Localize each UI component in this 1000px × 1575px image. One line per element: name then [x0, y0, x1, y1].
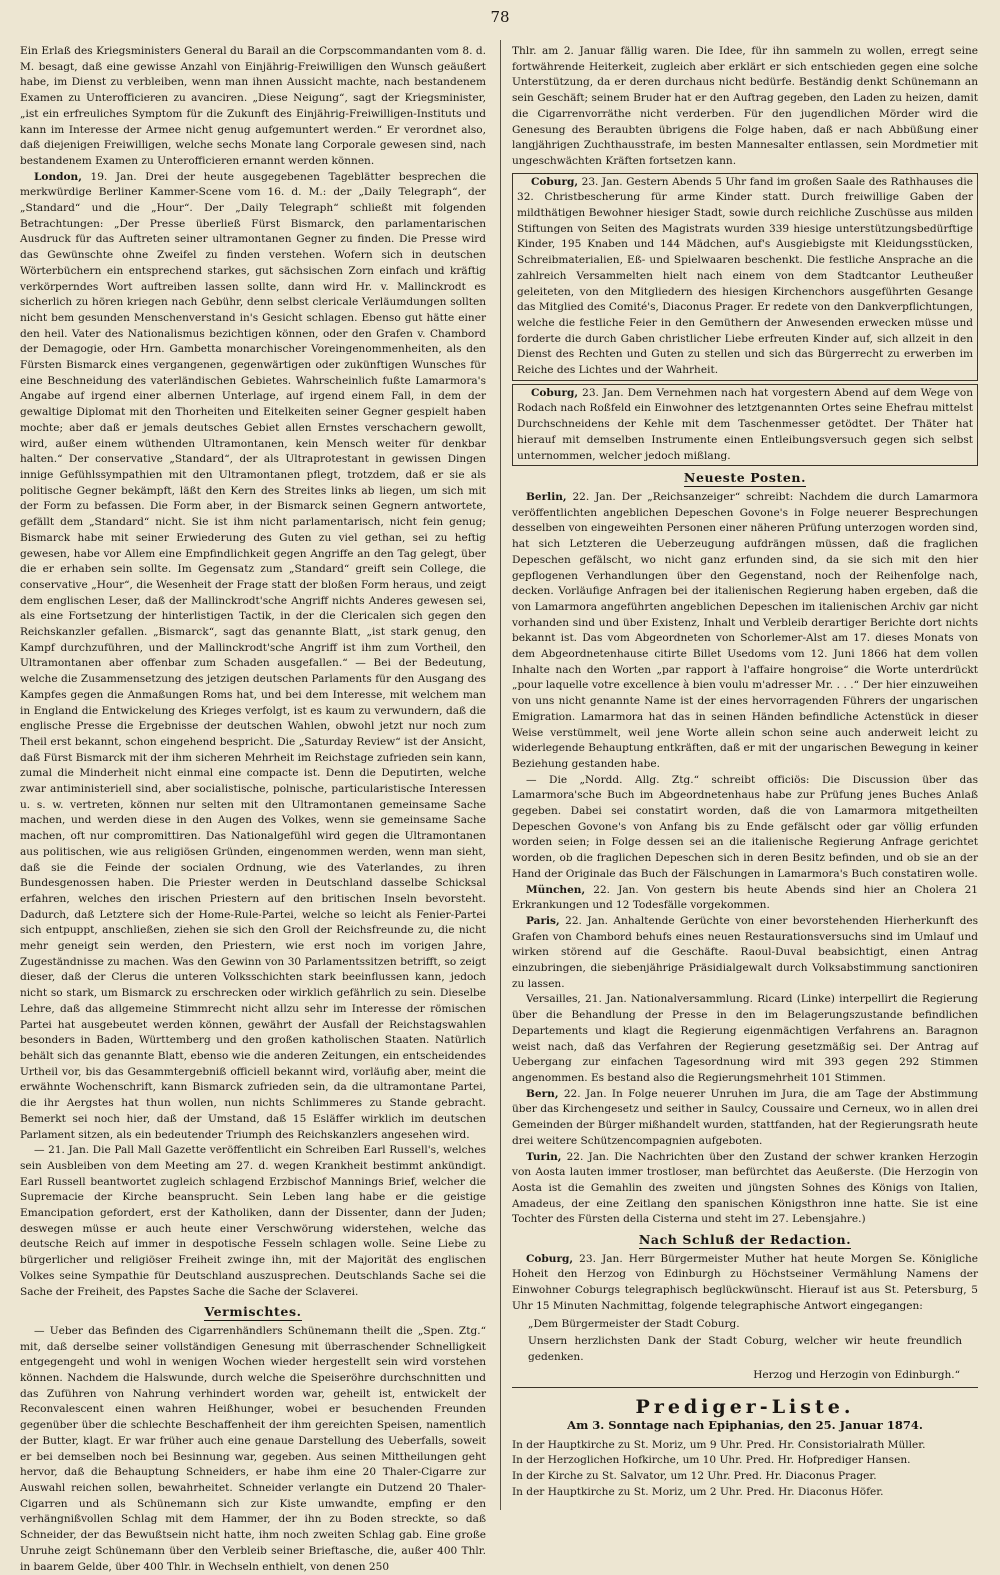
column-divider [500, 40, 501, 1510]
telegram-body: Unsern herzlichsten Dank der Stadt Coburg, welcher wir heute freundlich gedenken. [528, 1335, 962, 1363]
page-number: 78 [490, 8, 510, 26]
article-coburg-box-2 [512, 384, 978, 467]
dateline-city: Turin, [526, 1150, 562, 1163]
section-heading-redaction: Nach Schluß der Redaction. [638, 1232, 852, 1248]
preacher-list-item: In der Kirche zu St. Salvator, um 12 Uhr. Pred. Hr. Diaconus Prager. [512, 1470, 877, 1483]
right-column [512, 44, 978, 1506]
preacher-list-item: In der Herzoglichen Hofkirche, um 10 Uhr. Pred. Hr. Hofprediger Hansen. [512, 1454, 911, 1467]
divider [512, 1387, 978, 1388]
section-heading-news: Neueste Posten. [683, 470, 807, 486]
dateline-city: Paris, [526, 914, 560, 927]
preacher-list-title: Prediger-Liste. [635, 1396, 855, 1419]
article-text: 22. Jan. Von gestern bis heute Abends sind hier an Cholera 21 Erkrankungen und 12 Todesfälle vorgekommen. [512, 883, 978, 912]
article-schuenemann-cont: Thlr. am 2. Januar fällig waren. Die Idee, für ihn sammeln zu wollen, erregt seine fortwährende Heiterkeit, zugleich aber erklärt er sich entschieden gegen eine solche Unterstützung, da er deren durchaus nicht bedürfe. Beständig denkt Schünemann an sein Geschäft; seinem Bruder hat er den Auftrag gegeben, den Laden zu heizen, damit die Cigarrenvorräthe nicht verderben. Für den jugendlichen Mörder wird die Genesung des Beraubten übrigens die Folge haben, daß er nach Abbüßung einer langjährigen Zuchthausstrafe, im besten Mannesalter entlassen, sein Mordmetier mit ungeschwächten Kräften fortsetzen kann. [512, 45, 978, 167]
article-munich [512, 883, 978, 914]
article-coburg-box [512, 173, 978, 381]
article-text: 22. Jan. In Folge neuerer Unruhen im Jura, die am Tage der Abstimmung über das Kirchengesetz und seither in Saulcy, Coussaire und Cerneux, wo in allen drei Gemeinden der Bürger mißhandelt wurden, stattfanden, hat der Regierungsrath heute drei weitere Schützencompagnien aufgeboten. [512, 1087, 979, 1147]
article-berlin-2: — Die „Nordd. Allg. Ztg.“ schreibt officiös: Die Discussion über das Lamarmora'sche Buch im Abgeordnetenhaus habe zur Prüfung jenes Buches Anlaß gegeben. Dabei sei constatirt worden, daß die von Lamarmora mitgetheilten Depeschen Govone's von Anfang bis zu Ende gefälscht oder gar völlig erfunden worden seien; in Folge dessen sei an die italienische Regierung Anfrage gerichtet worden, ob die fraglichen Depeschen sich in deren Besitz befinden, und ob sie an der Hand der Originale das Buch der Fälschungen in Lamarmora's Buch constatiren wolle. [512, 773, 978, 880]
article-text: 22. Jan. Anhaltende Gerüchte von einer bevorstehenden Hierherkunft des Grafen von Chambord behufs eines neuen Restaurationsversuchs sind im Umlauf und wirken störend auf die Geschäfte. Raoul-Duval beabsichtigt, einen Antrag einzubringen, die siebenjährige Präsidialgewalt durch Volksabstimmung sanctioniren zu lassen. [512, 914, 978, 990]
article-war-minister: Ein Erlaß des Kriegsministers General du Barail an die Corpscommandanten vom 8. d. M. besagt, daß eine gewisse Anzahl von Einjährig-Freiwilligen den Wunsch geäußert habe, im Dienst zu verbleiben, wenn man ihnen Aussicht machte, nach bestandenem Examen zu Unterofficieren zu avanciren. „Diese Neigung“, sagt der Kriegsminister, „ist ein erfreuliches Symptom für die Zukunft des Einjährig-Freiwilligen-Instituts und kann im Interesse der Armee nicht genug aufgemuntert werden.“ Er verordnet also, daß diejenigen Freiwilligen, welche sechs Monate lang Corporale gewesen sind, nach bestandenem Examen zu Unterofficieren ernannt werden können. [20, 45, 486, 167]
preacher-list-subtitle: Am 3. Sonntage nach Epiphanias, den 25. Januar 1874. [567, 1418, 923, 1433]
left-column [20, 44, 486, 1573]
article-text: 19. Jan. Drei der heute ausgegebenen Tageblätter besprechen die merkwürdige Berliner Kammer-Scene vom 16. d. M.: der „Daily Telegraph“, der „Standard“ und die „Hour“. Der „Daily Telegraph“ schließt mit folgenden Betrachtungen: „Der Presse überließ Fürst Bismarck, den parlamentarischen Ausdruck für das Auftreten seiner ultramontanen Gegner zu finden. Die Presse wird das Gewünschte ohne Zweifel zu finden verstehen. Wofern sich in deutschen Wörterbüchern ein entsprechend starkes, gut sächsischen Zorn einfach und kräftig verkörperndes Wort auftreiben lassen sollte, dann wird Hr. v. Mallinckrodt es sicherlich zu hören kriegen nach Gebühr, denn selbst clericale Verläumdungen sollten nicht bem gesunden Menschenverstand in's Gesicht schlagen. Ebenso gut hätte einer den heil. Vater des Nationalismus bezichtigen können, oder den Grafen v. Chambord der Demagogie, oder Hrn. Gambetta monarchischer Voreingenommenheiten, als den Fürsten Bismarck eines vergangenen, gegenwärtigen oder zukünftigen Wunsches für eine Beschneidung des vaterländischen Gebietes. Wahrscheinlich fußte Lamarmora's Angabe auf irgend einer albernen Unterlage, auf irgend einem Fall, in dem der gewaltige Diplomat mit den Thorheiten und Eitelkeiten seiner Gegner gespielt haben mochte; aber daß er jemals deutsches Gebiet allen Ernstes verschachern gewollt, wird, außer einem wüthenden Ultramontanen, kein Mensch weiter für denkbar halten.“ Der conservative „Standard“, der als Ultraprotestant in gewissen Dingen innige Gefühlssympathien mit den Ultramontanen pflegt, trotzdem, daß er sie als politische Gegner bekämpft, läßt den Kern des Streites links ab liegen, um sich mit der Form zu befassen. Die Form aber, in der Bismarck seinen Gegnern antwortete, gefällt dem „Standard“ nicht. Sie ist ihm nicht parlamentarisch, nicht fein genug; Bismarck habe mit seiner Erwiederung des Guten zu viel gethan, sei zu heftig gewesen, habe vor Allem eine Empfindlichkeit gegen Angriffe an den Tag gelegt, über die er erhaben sein sollte. Im Gegensatz zum „Standard“ greift sein College, die conservative „Hour“, die Wesenheit der Frage statt der bloßen Form heraus, und zeigt dem englischen Leser, daß der Mallinckrodt'sche Angriff nichts Anderes gewesen sei, als eine Fortsetzung der hinterlistigen Tactik, in der die Clericalen sich gegen den Reichskanzler gefallen. „Bismarck“, sagt das genannte Blatt, „ist stark genug, den Kampf durchzuführen, und der Mallinckrodt'sche Angriff ist ihm zum Vortheil, den Ultramontanen aber offenbar zum Schaden ausgefallen.“ — Bei der Bedeutung, welche die Zusammensetzung des jetzigen deutschen Parlaments für den Ausgang des Kampfes gegen die Anmaßungen Roms hat, und bei dem Interesse, mit welchem man in England die Entwickelung des Krieges verfolgt, ist es kaum zu verwundern, daß die englische Presse die Ergebnisse der deutschen Wahlen, obwohl jetzt nur noch zum Theil erst bekannt, schon eingehend bespricht. Die „Saturday Review“ ist der Ansicht, daß Fürst Bismarck mit der ihm sicheren Mehrheit im Reichstage zufrieden sein kann, zumal die Minderheit nicht einmal eine compacte ist. Denn die Deputirten, welche zwar antiministeriell sind, aber socialistische, polnische, particularistische Interessen u. s. w. vertreten, können nur selten mit den Ultramontanen gemeinsame Sache machen, und werden diese in den Augen des Volkes, wenn sie gemeinsame Sache machen, oft nur compromittiren. Das Nationalgefühl wird gegen die Ultramontanen aus politischen, wie aus religiösen Gründen, eingenommen werden, wenn man sieht, daß sie die Feinde der socialen Ordnung, wie des Vaterlandes, zu ihren Bundesgenossen haben. Die Priester werden in Deutschland dasselbe Schicksal erfahren, welches den irischen Priestern auf den britischen Inseln bevorsteht. Dadurch, daß Letztere sich der Home-Rule-Partei, welche so leicht als Fenier-Partei sich entpuppt, anschließen, ziehen sie sich den Groll der Reichsfreunde zu, die nicht mehr geneigt sein werden, den Priestern, wie erst noch im vorigen Jahre, Zugeständnisse zu machen. Was den Gewinn von 30 Parlamentssitzen betrifft, so zeigt dieser, daß der Clerus die unteren Volksschichten stark beeinflussen kann, jedoch nicht so stark, um Bismarck zu erschrecken oder wirklich gefährlich zu sein. Dieselbe Lehre, daß das allgemeine Stimmrecht nicht allzu sehr im Interesse der römischen Partei hat ausgebeutet werden können, gewährt der Ausfall der Reichstagswahlen besonders in Baden, Württemberg und den großen katholischen Staaten. Natürlich behält sich das genannte Blatt, ebenso wie die anderen Zeitungen, ein entscheidendes Urtheil vor, bis das Gesammtergebniß officiell bekannt wird, vorläufig aber, meint die erwähnte Wochenschrift, kann Bismarck zufrieden sein, da die ultramontane Partei, die ihr Aergstes hat thun wollen, nun nichts Schlimmeres zu Stande gebracht. Bemerkt sei noch hier, daß der Umstand, daß 15 Esläffer wirklich im deutschen Parlament sitzen, als ein bedeutender Triumph des Reichskanzlers angesehen wird. [20, 170, 486, 1141]
dateline-city: Bern, [526, 1087, 559, 1100]
article-london [20, 170, 486, 1144]
dateline-city: München, [526, 883, 586, 896]
article-text: 23. Jan. Herr Bürgermeister Muther hat heute Morgen Se. Königliche Hoheit den Herzog von Edinburgh zu Höchstseiner Vermählung Namens der Einwohner Coburgs telegraphisch beglückwünscht. Hierauf ist aus St. Petersburg, 5 Uhr 15 Minuten Nachmittag, folgende telegraphische Antwort eingegangen: [512, 1252, 978, 1312]
telegram-address: „Dem Bürgermeister der Stadt Coburg. [528, 1317, 740, 1330]
article-versailles: Versailles, 21. Jan. Nationalversammlung. Ricard (Linke) interpellirt die Regierung über die Behandlung der Presse in den im Belagerungszustande befindlichen Departements und klagt die Regierung eigenmächtigen Verfahrens an. Baragnon weist nach, daß das Verfahren der Regierung gesetzmäßig sei. Der Antrag auf Uebergang zur einfachen Tagesordnung wird mit 393 gegen 292 Stimmen angenommen. Es bestand also die Regierungsmehrheit 101 Stimmen. [512, 993, 978, 1084]
article-berlin [512, 490, 978, 773]
article-london-2: — 21. Jan. Die Pall Mall Gazette veröffentlicht ein Schreiben Earl Russell's, welches sein Ausbleiben von dem Meeting am 27. d. wegen Krankheit bestimmt ankündigt. Earl Russell beantwortet zugleich schlagend Erzbischof Mannings Brief, welcher die Supremacie der Kirche beansprucht. Sein Leben lang habe er die geistige Emancipation gefordert, erst der Katholiken, dann der Dissenter, dann der Juden; deswegen müsse er auch heute einer Verschwörung widerstehen, welche das deutsche Reich auf immer in despotische Fesseln schlagen wolle. Seine Liebe zu bürgerlicher und religiöser Freiheit zwinge ihn, mit der Majorität des englischen Volkes seine Sympathie für Deutschland auszusprechen. Deutschlands Sache sei die Sache der Freiheit, des Papstes Sache die Sache der Sclaverei. [20, 1144, 486, 1298]
article-text: 22. Jan. Die Nachrichten über den Zustand der schwer kranken Herzogin von Aosta lauten immer trostloser, man befürchtet das Aeußerste. (Die Herzogin von Aosta ist die Gemahlin des zweiten und jüngsten Sohnes des Königs von Italien, Amadeus, der eine Zeitlang den spanischen Königsthron inne hatte. Sie ist eine Tochter des Fürsten della Cisterna und steht im 27. Lebensjahre.) [512, 1150, 978, 1226]
article-text: 23. Jan. Dem Vernehmen nach hat vorgestern Abend auf dem Wege von Rodach nach Roßfeld ein Einwohner des letztgenannten Ortes seine Ehefrau mittelst Durchschneidens der Kehle mit dem Taschenmesser getödtet. Der Thäter hat hierauf mit demselben Instrumente einen Entleibungsversuch gegen sich selbst unternommen, welcher jedoch mißlang. [517, 386, 973, 462]
dateline-city: Coburg, [526, 1252, 574, 1265]
dateline-city: London, [34, 170, 82, 183]
preacher-list-item: In der Hauptkirche zu St. Moriz, um 2 Uhr. Pred. Hr. Diaconus Höfer. [512, 1485, 884, 1498]
dateline-city: Coburg, [531, 175, 579, 188]
article-text: 22. Jan. Der „Reichsanzeiger“ schreibt: Nachdem die durch Lamarmora veröffentlichten angeblichen Depeschen Govone's in Folge neuerer Besprechungen desselben von eingeweihten Personen einer näheren Prüfung unterzogen worden sind, hat sich Letzteren die Ueberzeugung aufdrängen müssen, daß die fraglichen Depeschen gefälscht, wo nicht ganz erfunden sind, da sie sich mit den hier gepflogenen Verhandlungen über den Gegenstand, noch der Reihenfolge nach, decken. Vorläufige Anfragen bei der italienischen Regierung haben ergeben, daß die von Lamarmora angeführten angeblichen Depeschen im italienischen Archiv gar nicht vorhanden sind und über Existenz, Inhalt und Verbleib derartiger Berichte dort nichts bekannt ist. Das vom Abgeordneten von Schorlemer-Alst am 17. dieses Monats von dem Abgeordnetenhause citirte Billet Usedoms vom 12. Juni 1866 hat dem vollen Inhalte nach den Worten „par rapport à l'affaire hongroise“ die Worte unterdrückt „pour laquelle votre excellence à bien voulu m'adresser Mr. . . .“ Der hier einzuweihen von uns nicht genannte Name ist der eines hervorragenden Führers der ungarischen Emigration. Lamarmora hat das in seinen Händen befindliche Actenstück in dieser Weise verstümmelt, weil jene Worte allein schon seine auch anderweit leicht zu widerlegende Behauptung entkräften, daß er mit der ungarischen Bewegung in keiner Beziehung gestanden habe. [512, 490, 978, 770]
article-text: 23. Jan. Gestern Abends 5 Uhr fand im großen Saale des Rathhauses die 32. Christbescherung für arme Kinder statt. Durch freiwillige Gaben der mildthätigen Bewohner hiesiger Stadt, sowie durch reichliche Zuschüsse aus milden Stiftungen von Seiten des Magistrats wurden 339 hiesige unterstützungsbedürftige Kinder, 195 Knaben und 144 Mädchen, auf's Ausgiebigste mit Kleidungsstücken, Schreibmaterialien, Eß- und Spielwaaren beschenkt. Die festliche Ansprache an die zahlreich Versammelten hielt nach einem von dem Stadtcantor Leutheußer geleiteten, von den Mitgliedern des hiesigen Kirchenchors ausgeführten Gesange das Mitglied des Comité's, Diaconus Prager. Er redete von den Dankverpflichtungen, welche die festliche Feier in den Gemüthern der Anwesenden erwecken müsse und forderte die durch Gaben christlicher Liebe erfreuten Kinder auf, sich allzeit in den Dienst des Rechten und Guten zu stellen und sich das Bürgerrecht zu erwerben im Reiche des Lichtes und der Wahrheit. [517, 175, 973, 377]
dateline-city: Coburg, [531, 386, 579, 399]
section-heading-misc: Vermischtes. [204, 1304, 302, 1320]
preacher-list-item: In der Hauptkirche zu St. Moriz, um 9 Uhr. Pred. Hr. Consistorialrath Müller. [512, 1438, 926, 1451]
article-schuenemann: — Ueber das Befinden des Cigarrenhändlers Schünemann theilt die „Spen. Ztg.“ mit, daß derselbe seiner vollständigen Genesung mit überraschender Schnelligkeit entgegengeht und wohl in wenigen Wochen wieder hergestellt sein wird vorstehen können. Nachdem die Halswunde, durch welche die Speiseröhre durchschnitten und das Zuführen von Nahrung verhindert worden war, geheilt ist, entwickelt der Reconvalescent einen wahren Heißhunger, wobei er besuchenden Freunden gegenüber über die schlechte Beschaffenheit der ihm gereichten Speisen, namentlich der Butter, klagt. Er war früher auch eine genaue Darstellung des Ueberfalls, soweit er bei demselben noch bei Besinnung war, gegeben. Aus seinen Mittheilungen geht hervor, daß die Behauptung Schneiders, er habe ihm eine 20 Thaler-Cigarre zur Auswahl reichen sollen, bewahrheitet. Schneider verlangte ein Dutzend 20 Thaler-Cigarren und als Schünemann sich zur Kiste umwandte, empfing er den verhängnißvollen Schlag mit dem Hammer, der ihn zu Boden streckte, so daß Schneider, der das Bewußtsein nicht hatte, ihm noch zweiten Schlag gab. Eine große Unruhe zeigt Schünemann über den Verbleib seiner Brieftasche, die, außer 400 Thlr. in baarem Gelde, über 400 Thlr. in Wechseln enthielt, von denen 250 [20, 1324, 486, 1573]
article-turin [512, 1150, 978, 1229]
article-bern [512, 1087, 978, 1150]
dateline-city: Berlin, [526, 490, 567, 503]
telegram-signature: Herzog und Herzogin von Edinburgh.“ [753, 1368, 960, 1381]
article-coburg-telegram [512, 1252, 978, 1315]
article-paris [512, 914, 978, 993]
